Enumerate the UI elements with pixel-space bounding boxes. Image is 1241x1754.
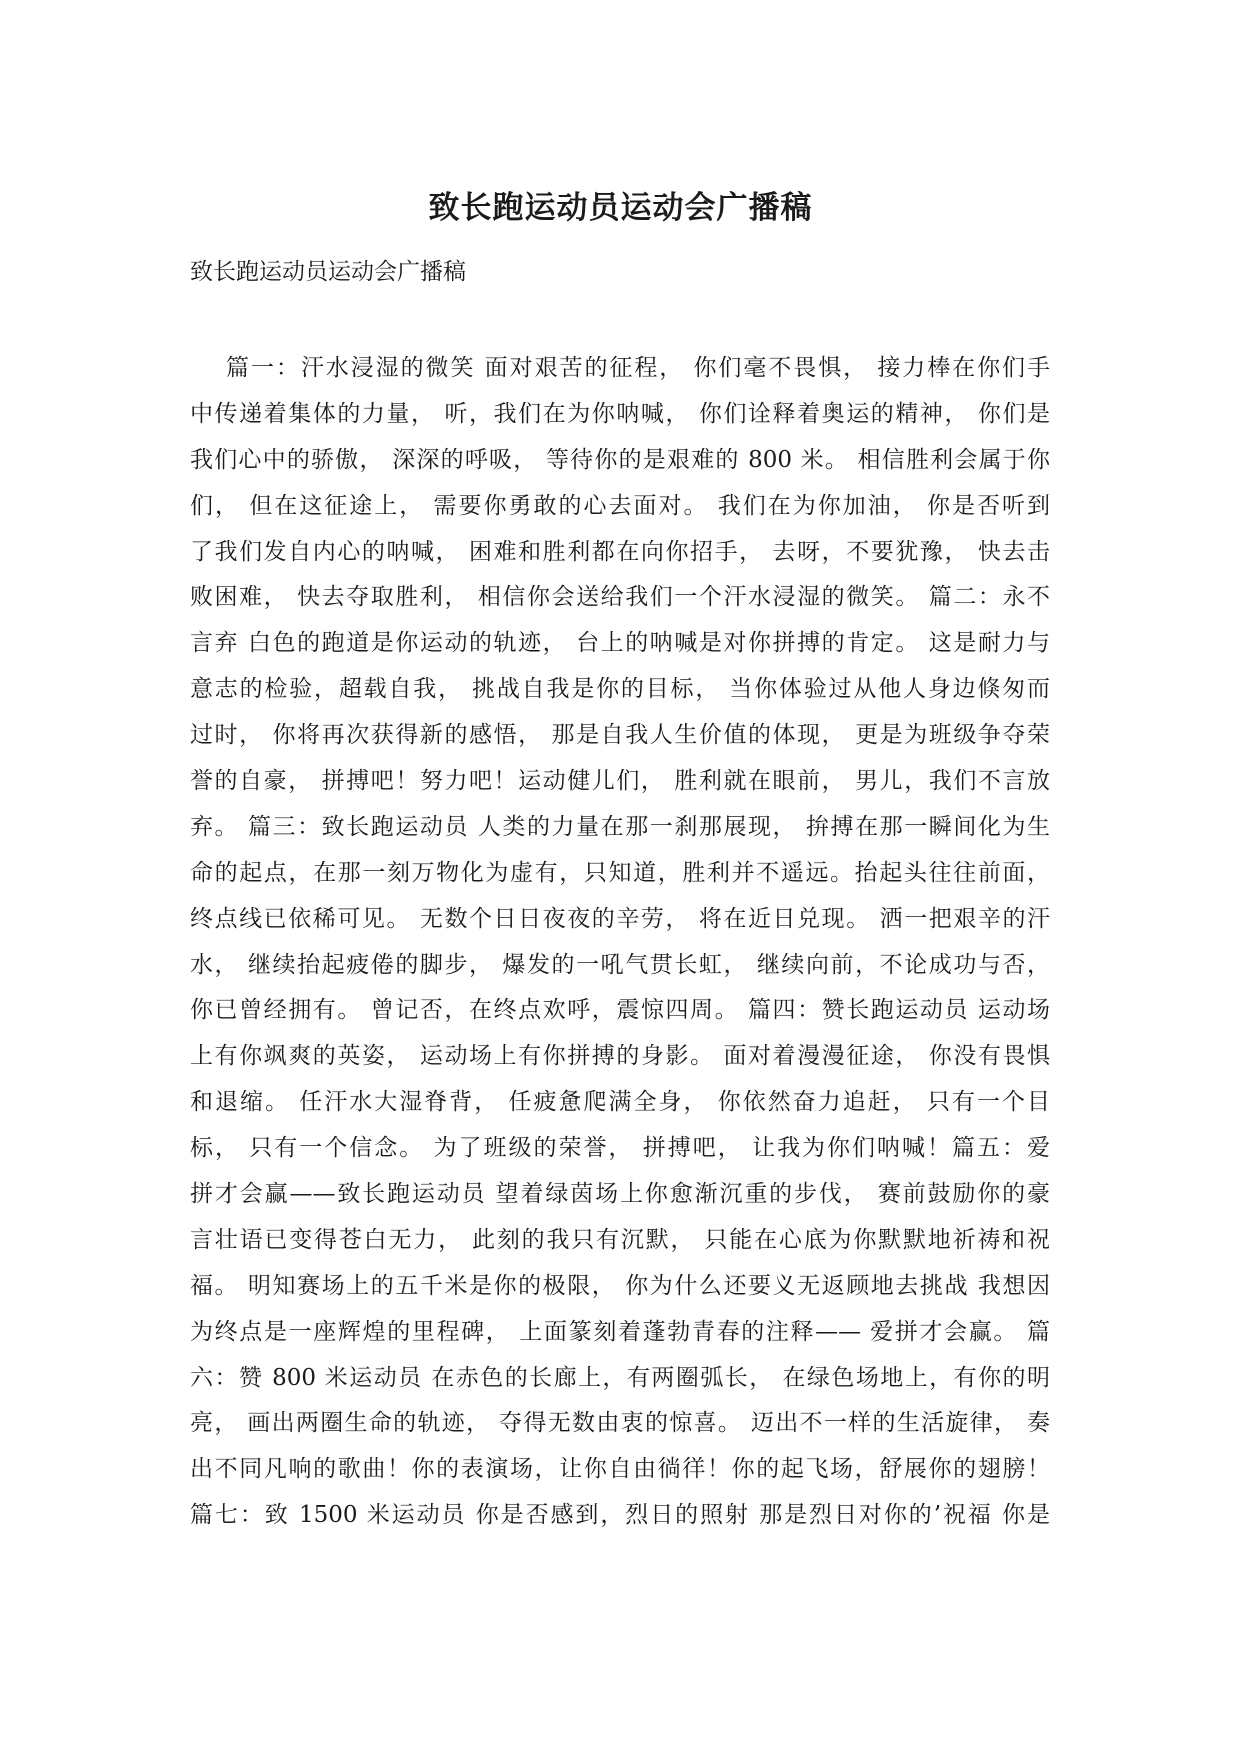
body-line: 们， 但在这征途上， 需要你勇敢的心去面对。 我们在为你加油， 你是否听到 [190, 492, 1050, 519]
body-line: 过时， 你将再次获得新的感悟， 那是自我人生价值的体现， 更是为班级争夺荣 [190, 722, 1050, 749]
document-subtitle: 致长跑运动员运动会广播稿 [190, 259, 466, 285]
body-line: 拼才会赢——致长跑运动员 望着绿茵场上你愈渐沉重的步伐， 赛前鼓励你的豪 [190, 1181, 1050, 1208]
body-line: 中传递着集体的力量， 听，我们在为你呐喊， 你们诠释着奥运的精神， 你们是 [190, 400, 1050, 427]
body-line: 命的起点，在那一刻万物化为虚有，只知道，胜利并不遥远。抬起头往往前面， [190, 859, 1050, 886]
body-line: 你已曾经拥有。 曾记否，在终点欢呼，震惊四周。 篇四：赞长跑运动员 运动场 [190, 997, 1050, 1024]
document-title: 致长跑运动员运动会广播稿 [428, 190, 813, 226]
body-line: 福。 明知赛场上的五千米是你的极限， 你为什么还要义无返顾地去挑战 我想因 [190, 1272, 1050, 1299]
body-line: 上有你飒爽的英姿， 运动场上有你拼搏的身影。 面对着漫漫征途， 你没有畏惧 [190, 1043, 1050, 1070]
body-line: 篇一：汗水浸湿的微笑 面对艰苦的征程， 你们毫不畏惧， 接力棒在你们手 [226, 355, 1050, 381]
body-line: 终点线已依稀可见。 无数个日日夜夜的辛劳， 将在近日兑现。 洒一把艰辛的汗 [190, 905, 1050, 932]
body-line: 六：赞 800 米运动员 在赤色的长廊上，有两圈弧长， 在绿色场地上，有你的明 [190, 1364, 1050, 1391]
body-line: 出不同凡响的歌曲！你的表演场，让你自由徜徉！你的起飞场，舒展你的翅膀！ [190, 1456, 1050, 1483]
body-line: 亮， 画出两圈生命的轨迹， 夺得无数由衷的惊喜。 迈出不一样的生活旋律， 奏 [190, 1410, 1050, 1437]
body-line: 和退缩。 任汗水大湿脊背， 任疲惫爬满全身， 你依然奋力追赶， 只有一个目 [190, 1089, 1050, 1116]
document-body [190, 346, 1050, 1539]
body-line: 我们心中的骄傲， 深深的呼吸， 等待你的是艰难的 800 米。 相信胜利会属于你 [190, 446, 1050, 473]
body-line: 标， 只有一个信念。 为了班级的荣誉， 拼搏吧， 让我为你们呐喊！篇五：爱 [190, 1135, 1050, 1162]
body-line: 篇七：致 1500 米运动员 你是否感到，烈日的照射 那是烈日对你的’祝福 你是 [190, 1502, 1050, 1529]
body-line: 为终点是一座辉煌的里程碑， 上面篆刻着蓬勃青春的注释—— 爱拼才会赢。 篇 [190, 1318, 1050, 1345]
body-line: 意志的检验，超载自我， 挑战自我是你的目标， 当你体验过从他人身边倏匆而 [190, 676, 1050, 703]
body-line: 弃。 篇三：致长跑运动员 人类的力量在那一刹那展现， 拚搏在那一瞬间化为生 [190, 813, 1050, 840]
body-line: 败困难， 快去夺取胜利， 相信你会送给我们一个汗水浸湿的微笑。 篇二：永不 [190, 584, 1050, 611]
body-line: 了我们发自内心的呐喊， 困难和胜利都在向你招手， 去呀，不要犹豫， 快去击 [190, 538, 1050, 565]
body-line: 言弃 白色的跑道是你运动的轨迹， 台上的呐喊是对你拼搏的肯定。 这是耐力与 [190, 630, 1050, 657]
body-line: 水， 继续抬起疲倦的脚步， 爆发的一吼气贯长虹， 继续向前，不论成功与否， [190, 951, 1050, 978]
body-line: 誉的自豪， 拼搏吧！努力吧！运动健儿们， 胜利就在眼前， 男儿，我们不言放 [190, 768, 1050, 795]
body-line: 言壮语已变得苍白无力， 此刻的我只有沉默， 只能在心底为你默默地祈祷和祝 [190, 1226, 1050, 1253]
